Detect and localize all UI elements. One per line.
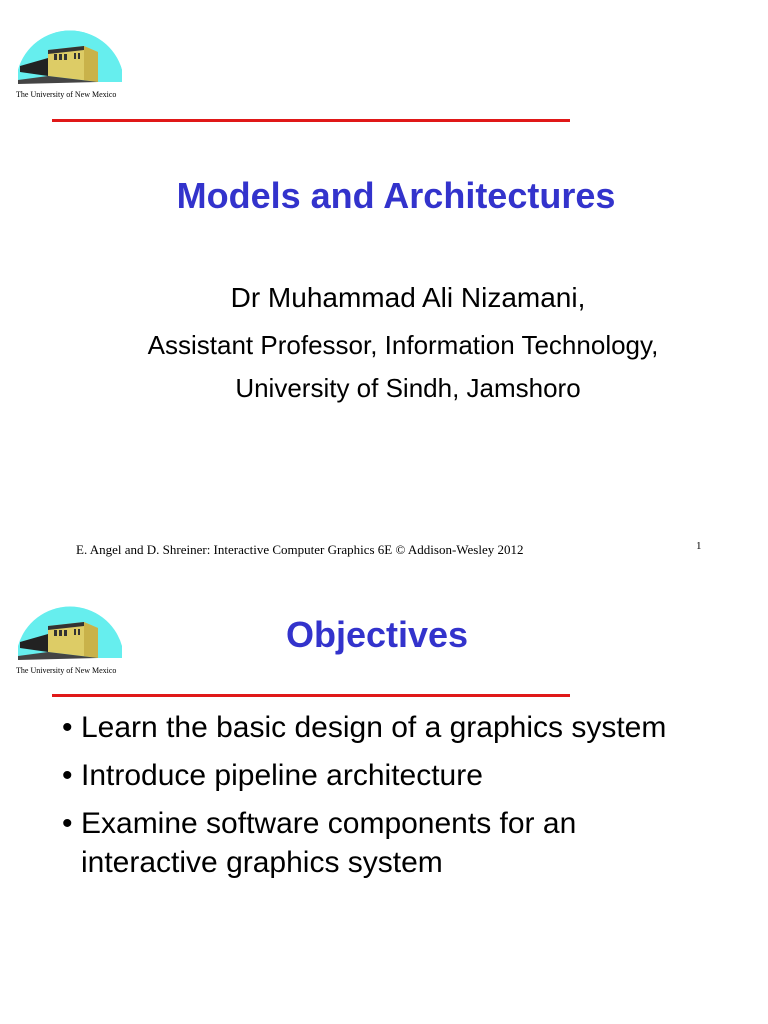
bullet-icon: • xyxy=(62,759,73,792)
bullet-icon: • xyxy=(62,807,73,840)
title-rule xyxy=(52,119,570,122)
list-item xyxy=(62,804,702,882)
bullet-text: Introduce pipeline architecture xyxy=(81,759,483,792)
slide-title: Models and Architectures xyxy=(176,175,616,216)
logo-caption: The University of New Mexico xyxy=(16,666,117,675)
bullet-icon: • xyxy=(62,711,73,744)
author-role: Assistant Professor, Information Technology, xyxy=(147,330,659,360)
slide-title: Objectives xyxy=(285,614,469,655)
unm-logo xyxy=(14,20,126,104)
slide-footer: E. Angel and D. Shreiner: Interactive Computer Graphics 6E © Addison-Wesley 2012 xyxy=(76,542,524,557)
title-rule xyxy=(52,694,570,697)
bullet-text: Examine software components for an interactive graphics system xyxy=(81,807,577,879)
slide-2 xyxy=(0,576,768,1024)
bullet-text: Learn the basic design of a graphics system xyxy=(81,711,667,744)
author-institution: University of Sindh, Jamshoro xyxy=(235,373,581,403)
page-number: 1 xyxy=(696,540,702,552)
list-item xyxy=(62,756,702,795)
logo-caption: The University of New Mexico xyxy=(16,90,117,99)
author-name: Dr Muhammad Ali Nizamani, xyxy=(230,282,586,313)
list-item xyxy=(62,708,702,747)
objectives-list xyxy=(62,708,702,891)
unm-building-icon xyxy=(14,20,126,92)
